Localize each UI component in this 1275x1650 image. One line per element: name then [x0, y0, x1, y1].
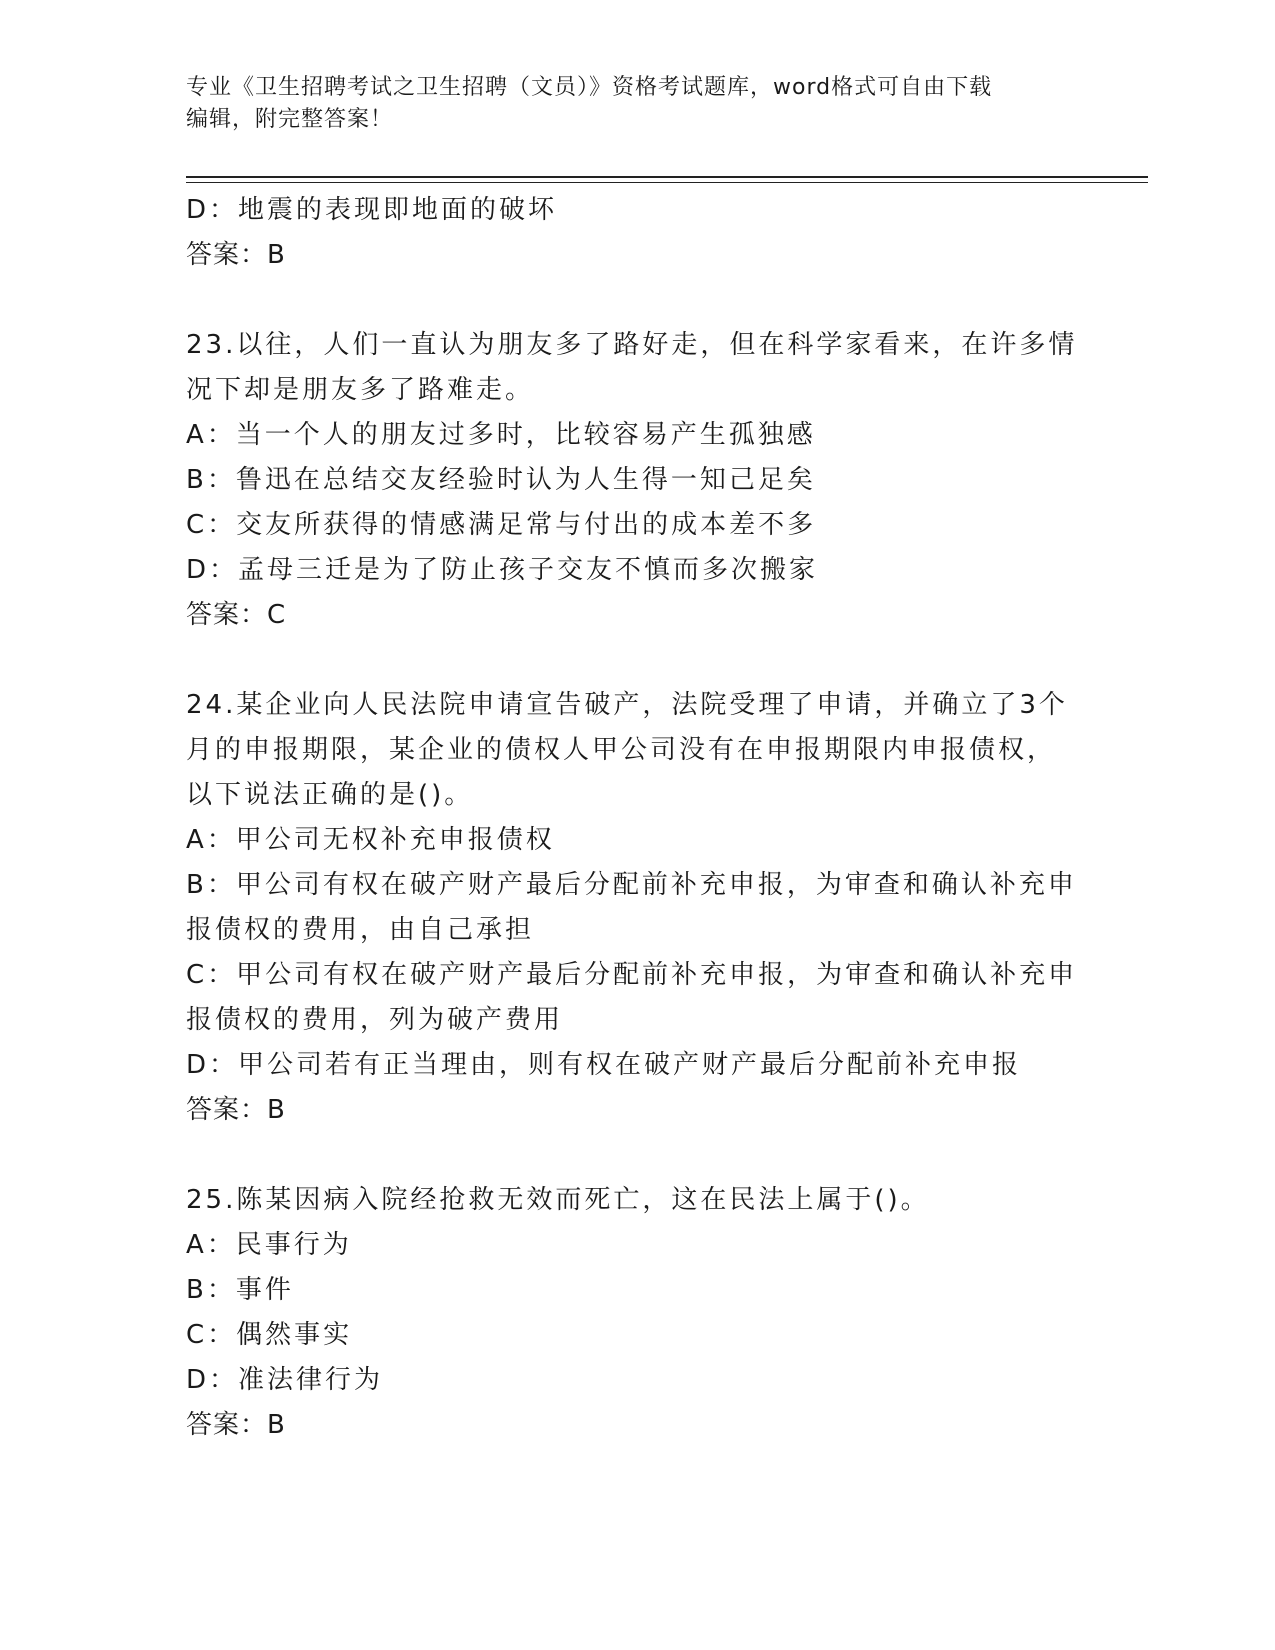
question-25	[186, 1178, 1086, 1448]
option-d: D：准法律行为	[186, 1365, 384, 1395]
answer-line: 答案：B	[186, 1410, 286, 1440]
question-stem: 月的申报期限，某企业的债权人甲公司没有在申报期限内申报债权，	[186, 735, 1057, 765]
option-c: 报债权的费用，列为破产费用	[186, 1005, 564, 1035]
spacer	[186, 1133, 1086, 1178]
question-22-tail	[186, 188, 1086, 278]
option-d: D：甲公司若有正当理由，则有权在破产财产最后分配前补充申报	[186, 1050, 1022, 1080]
header-divider-thin	[186, 182, 1148, 183]
option-b: 报债权的费用，由自己承担	[186, 915, 535, 945]
question-list	[186, 188, 1086, 1448]
option-d: D：地震的表现即地面的破坏	[186, 195, 558, 225]
answer-line: 答案：B	[186, 240, 286, 270]
spacer	[186, 278, 1086, 323]
header-divider-thick	[186, 176, 1148, 178]
option-a: A：当一个人的朋友过多时，比较容易产生孤独感	[186, 420, 816, 450]
question-stem: 况下却是朋友多了路难走。	[186, 375, 535, 405]
question-24	[186, 683, 1086, 1133]
question-stem: 23.以往，人们一直认为朋友多了路好走，但在科学家看来，在许多情	[186, 330, 1078, 360]
option-b: B：甲公司有权在破产财产最后分配前补充申报，为审查和确认补充申	[186, 870, 1077, 900]
option-b: B：鲁迅在总结交友经验时认为人生得一知己足矣	[186, 465, 816, 495]
question-23	[186, 323, 1086, 638]
header-line-1: 专业《卫生招聘考试之卫生招聘（文员）》资格考试题库，word格式可自由下载	[186, 75, 993, 100]
document-header	[186, 72, 1086, 136]
option-c: C：交友所获得的情感满足常与付出的成本差不多	[186, 510, 817, 540]
answer-line: 答案：C	[186, 600, 287, 630]
question-stem: 25.陈某因病入院经抢救无效而死亡，这在民法上属于()。	[186, 1185, 930, 1215]
question-stem: 以下说法正确的是()。	[186, 780, 474, 810]
spacer	[186, 638, 1086, 683]
option-d: D：孟母三迁是为了防止孩子交友不慎而多次搬家	[186, 555, 819, 585]
option-c: C：偶然事实	[186, 1320, 353, 1350]
answer-line: 答案：B	[186, 1095, 286, 1125]
option-a: A：甲公司无权补充申报债权	[186, 825, 555, 855]
question-stem: 24.某企业向人民法院申请宣告破产，法院受理了申请，并确立了3个	[186, 690, 1068, 720]
option-b: B：事件	[186, 1275, 294, 1305]
option-a: A：民事行为	[186, 1230, 352, 1260]
header-line-2: 编辑，附完整答案！	[186, 107, 394, 132]
option-c: C：甲公司有权在破产财产最后分配前补充申报，为审查和确认补充申	[186, 960, 1078, 990]
